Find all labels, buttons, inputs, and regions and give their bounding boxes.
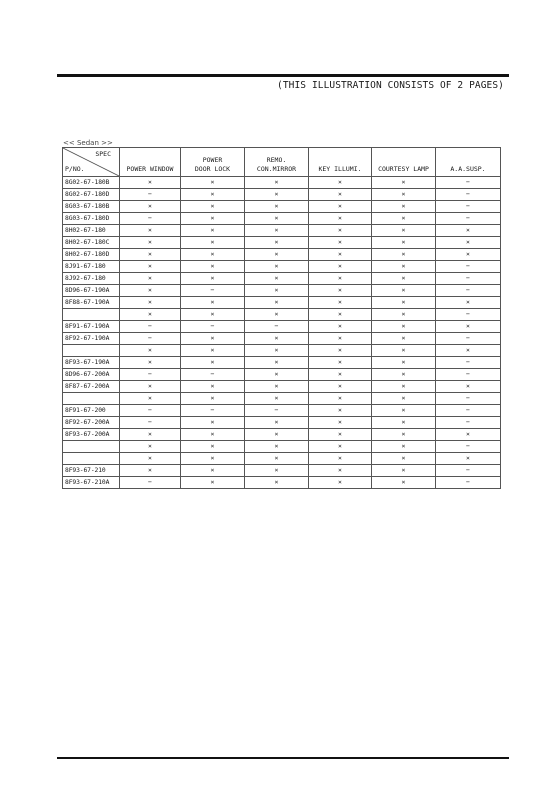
spec-cell: ×	[245, 309, 309, 321]
spec-cell: ×	[245, 201, 309, 213]
spec-cell: ×	[120, 225, 181, 237]
table-row	[63, 285, 501, 297]
spec-cell: −	[436, 189, 501, 201]
part-number-cell: 8F88-67-190A	[63, 297, 120, 309]
spec-cell: ×	[245, 285, 309, 297]
spec-cell: ×	[372, 201, 436, 213]
spec-cell: −	[436, 405, 501, 417]
spec-cell: ×	[120, 357, 181, 369]
spec-cell: ×	[309, 333, 372, 345]
part-number-cell: 8H02-67-180C	[63, 237, 120, 249]
part-number-cell: 8F93-67-190A	[63, 357, 120, 369]
table-row	[63, 345, 501, 357]
spec-cell: ×	[181, 345, 245, 357]
part-number-cell: 8F92-67-200A	[63, 417, 120, 429]
spec-cell: ×	[245, 429, 309, 441]
spec-cell: ×	[245, 261, 309, 273]
bottom-rule	[57, 757, 509, 759]
spec-cell: ×	[120, 429, 181, 441]
spec-cell: ×	[436, 381, 501, 393]
spec-cell: ×	[245, 441, 309, 453]
spec-cell: ×	[436, 297, 501, 309]
spec-cell: ×	[181, 237, 245, 249]
spec-cell: ×	[309, 189, 372, 201]
part-number-cell	[63, 393, 120, 405]
spec-cell: −	[120, 369, 181, 381]
spec-cell: ×	[309, 177, 372, 189]
spec-cell: ×	[372, 237, 436, 249]
spec-cell: ×	[436, 249, 501, 261]
spec-cell: ×	[181, 273, 245, 285]
spec-cell: ×	[120, 261, 181, 273]
spec-cell: −	[120, 213, 181, 225]
part-number-cell: 8G02-67-180D	[63, 189, 120, 201]
spec-cell: ×	[372, 417, 436, 429]
spec-cell: −	[436, 477, 501, 489]
table-row	[63, 417, 501, 429]
part-number-cell: 8F93-67-210	[63, 465, 120, 477]
spec-cell: ×	[309, 213, 372, 225]
spec-cell: ×	[309, 429, 372, 441]
table-header-row	[63, 148, 501, 177]
spec-cell: −	[245, 405, 309, 417]
spec-cell: ×	[245, 249, 309, 261]
spec-cell: ×	[120, 465, 181, 477]
spec-cell: ×	[181, 201, 245, 213]
table-row	[63, 321, 501, 333]
spec-cell: ×	[120, 285, 181, 297]
table-row	[63, 237, 501, 249]
spec-cell: ×	[309, 261, 372, 273]
table-row	[63, 405, 501, 417]
spec-cell: −	[181, 369, 245, 381]
spec-cell: −	[436, 201, 501, 213]
spec-cell: ×	[372, 465, 436, 477]
spec-cell: ×	[372, 357, 436, 369]
table-body	[63, 177, 501, 489]
spec-cell: ×	[245, 273, 309, 285]
table-row	[63, 381, 501, 393]
spec-cell: −	[120, 189, 181, 201]
spec-cell: ×	[372, 273, 436, 285]
spec-cell: ×	[181, 309, 245, 321]
spec-cell: ×	[309, 321, 372, 333]
spec-cell: ×	[245, 417, 309, 429]
table-row	[63, 297, 501, 309]
spec-cell: ×	[120, 441, 181, 453]
spec-cell: ×	[372, 249, 436, 261]
spec-cell: ×	[181, 477, 245, 489]
column-header: A.A.SUSP.	[436, 148, 501, 177]
column-header: POWER DOOR LOCK	[181, 148, 245, 177]
spec-cell: ×	[245, 369, 309, 381]
corner-spec-label: SPEC	[95, 150, 111, 158]
spec-cell: ×	[181, 225, 245, 237]
spec-cell: ×	[181, 249, 245, 261]
spec-cell: ×	[245, 237, 309, 249]
spec-cell: ×	[436, 321, 501, 333]
spec-cell: ×	[372, 393, 436, 405]
part-number-cell: 8G03-67-180B	[63, 201, 120, 213]
spec-cell: ×	[436, 453, 501, 465]
spec-cell: ×	[372, 333, 436, 345]
spec-cell: ×	[309, 417, 372, 429]
spec-cell: ×	[372, 453, 436, 465]
spec-cell: ×	[309, 237, 372, 249]
table-row	[63, 309, 501, 321]
part-number-cell	[63, 309, 120, 321]
spec-cell: ×	[120, 453, 181, 465]
spec-cell: ×	[309, 357, 372, 369]
spec-cell: ×	[181, 393, 245, 405]
spec-cell: ×	[372, 381, 436, 393]
table-row	[63, 273, 501, 285]
spec-cell: −	[436, 357, 501, 369]
spec-cell: ×	[245, 177, 309, 189]
part-number-cell: 8D96-67-200A	[63, 369, 120, 381]
spec-cell: ×	[309, 297, 372, 309]
spec-cell: ×	[120, 177, 181, 189]
spec-cell: ×	[120, 381, 181, 393]
spec-cell: ×	[372, 297, 436, 309]
spec-cell: −	[436, 465, 501, 477]
table-row	[63, 225, 501, 237]
spec-cell: ×	[436, 225, 501, 237]
spec-cell: ×	[245, 477, 309, 489]
table-row	[63, 249, 501, 261]
spec-cell: ×	[181, 357, 245, 369]
spec-cell: −	[436, 441, 501, 453]
column-header: KEY ILLUMI.	[309, 148, 372, 177]
table-row	[63, 357, 501, 369]
spec-cell: ×	[181, 381, 245, 393]
spec-cell: ×	[120, 297, 181, 309]
spec-cell: ×	[436, 237, 501, 249]
spec-cell: ×	[181, 453, 245, 465]
part-number-cell: 8F92-67-190A	[63, 333, 120, 345]
spec-cell: ×	[309, 381, 372, 393]
spec-cell: ×	[120, 237, 181, 249]
spec-cell: −	[436, 369, 501, 381]
spec-cell: ×	[309, 201, 372, 213]
column-header: COURTESY LAMP	[372, 148, 436, 177]
column-header: REMO. CON.MIRROR	[245, 148, 309, 177]
spec-cell: ×	[309, 309, 372, 321]
spec-cell: ×	[372, 285, 436, 297]
column-header: POWER WINDOW	[120, 148, 181, 177]
spec-cell: ×	[120, 201, 181, 213]
spec-cell: ×	[245, 357, 309, 369]
spec-cell: −	[436, 261, 501, 273]
part-number-cell: 8H02-67-180	[63, 225, 120, 237]
table-row	[63, 201, 501, 213]
table-row	[63, 429, 501, 441]
spec-cell: ×	[372, 261, 436, 273]
spec-cell: ×	[372, 225, 436, 237]
spec-cell: ×	[120, 393, 181, 405]
spec-cell: −	[436, 177, 501, 189]
spec-cell: −	[436, 213, 501, 225]
spec-cell: ×	[181, 189, 245, 201]
spec-cell: ×	[372, 441, 436, 453]
corner-header	[63, 148, 120, 177]
spec-cell: ×	[372, 177, 436, 189]
table-row	[63, 369, 501, 381]
spec-cell: ×	[309, 465, 372, 477]
spec-cell: −	[181, 321, 245, 333]
spec-cell: ×	[181, 465, 245, 477]
spec-cell: ×	[372, 213, 436, 225]
spec-cell: ×	[309, 477, 372, 489]
spec-cell: ×	[245, 345, 309, 357]
spec-cell: ×	[436, 429, 501, 441]
spec-cell: ×	[181, 177, 245, 189]
spec-cell: ×	[245, 465, 309, 477]
part-number-cell: 8F91-67-190A	[63, 321, 120, 333]
spec-cell: ×	[245, 453, 309, 465]
spec-cell: ×	[120, 309, 181, 321]
spec-cell: ×	[309, 369, 372, 381]
table-row	[63, 453, 501, 465]
spec-cell: ×	[181, 417, 245, 429]
table-row	[63, 213, 501, 225]
spec-cell: ×	[245, 189, 309, 201]
spec-cell: −	[120, 477, 181, 489]
spec-cell: ×	[245, 333, 309, 345]
page-note: (THIS ILLUSTRATION CONSISTS OF 2 PAGES)	[277, 80, 504, 91]
spec-cell: ×	[245, 297, 309, 309]
spec-cell: ×	[372, 405, 436, 417]
part-number-cell: 8H02-67-180D	[63, 249, 120, 261]
part-number-cell	[63, 345, 120, 357]
part-number-cell: 8F91-67-200	[63, 405, 120, 417]
spec-cell: −	[436, 285, 501, 297]
table-row	[63, 261, 501, 273]
spec-cell: ×	[309, 441, 372, 453]
top-rule	[57, 74, 509, 77]
spec-cell: ×	[245, 213, 309, 225]
part-number-cell: 8D96-67-190A	[63, 285, 120, 297]
spec-cell: ×	[245, 393, 309, 405]
spec-cell: ×	[181, 429, 245, 441]
spec-cell: ×	[309, 345, 372, 357]
spec-cell: ×	[181, 213, 245, 225]
corner-pno-label: P/NO.	[65, 165, 85, 173]
spec-cell: −	[436, 333, 501, 345]
spec-cell: ×	[372, 429, 436, 441]
part-number-cell	[63, 441, 120, 453]
spec-cell: ×	[245, 381, 309, 393]
table-row	[63, 177, 501, 189]
table-row	[63, 333, 501, 345]
spec-cell: ×	[309, 405, 372, 417]
part-number-cell: 8F93-67-200A	[63, 429, 120, 441]
spec-cell: −	[436, 273, 501, 285]
part-number-cell: 8G03-67-180D	[63, 213, 120, 225]
spec-cell: ×	[120, 345, 181, 357]
part-number-cell: 8F87-67-200A	[63, 381, 120, 393]
spec-cell: ×	[309, 453, 372, 465]
spec-cell: −	[181, 285, 245, 297]
table-row	[63, 441, 501, 453]
spec-cell: −	[181, 405, 245, 417]
spec-cell: ×	[181, 297, 245, 309]
part-number-cell: 8J92-67-180	[63, 273, 120, 285]
spec-cell: ×	[120, 273, 181, 285]
spec-cell: −	[436, 309, 501, 321]
spec-cell: −	[245, 321, 309, 333]
spec-cell: ×	[372, 189, 436, 201]
spec-cell: −	[120, 405, 181, 417]
spec-cell: −	[120, 417, 181, 429]
spec-cell: ×	[309, 273, 372, 285]
spec-cell: ×	[372, 321, 436, 333]
spec-cell: −	[436, 393, 501, 405]
spec-cell: ×	[372, 309, 436, 321]
table-row	[63, 465, 501, 477]
part-number-cell: 8J91-67-180	[63, 261, 120, 273]
spec-cell: ×	[309, 285, 372, 297]
spec-cell: ×	[181, 333, 245, 345]
spec-cell: ×	[372, 477, 436, 489]
spec-cell: −	[436, 417, 501, 429]
table-row	[63, 477, 501, 489]
spec-cell: ×	[309, 393, 372, 405]
table-row	[63, 189, 501, 201]
spec-cell: −	[120, 321, 181, 333]
part-number-cell	[63, 453, 120, 465]
spec-table	[62, 147, 501, 489]
spec-cell: ×	[309, 249, 372, 261]
spec-cell: ×	[436, 345, 501, 357]
spec-cell: ×	[372, 345, 436, 357]
spec-cell: ×	[372, 369, 436, 381]
spec-cell: ×	[309, 225, 372, 237]
section-subheading: << Sedan >>	[63, 139, 113, 147]
part-number-cell: 8G02-67-180B	[63, 177, 120, 189]
spec-cell: ×	[181, 441, 245, 453]
part-number-cell: 8F93-67-210A	[63, 477, 120, 489]
spec-cell: ×	[181, 261, 245, 273]
spec-cell: −	[120, 333, 181, 345]
spec-cell: ×	[245, 225, 309, 237]
table-row	[63, 393, 501, 405]
spec-cell: ×	[120, 249, 181, 261]
